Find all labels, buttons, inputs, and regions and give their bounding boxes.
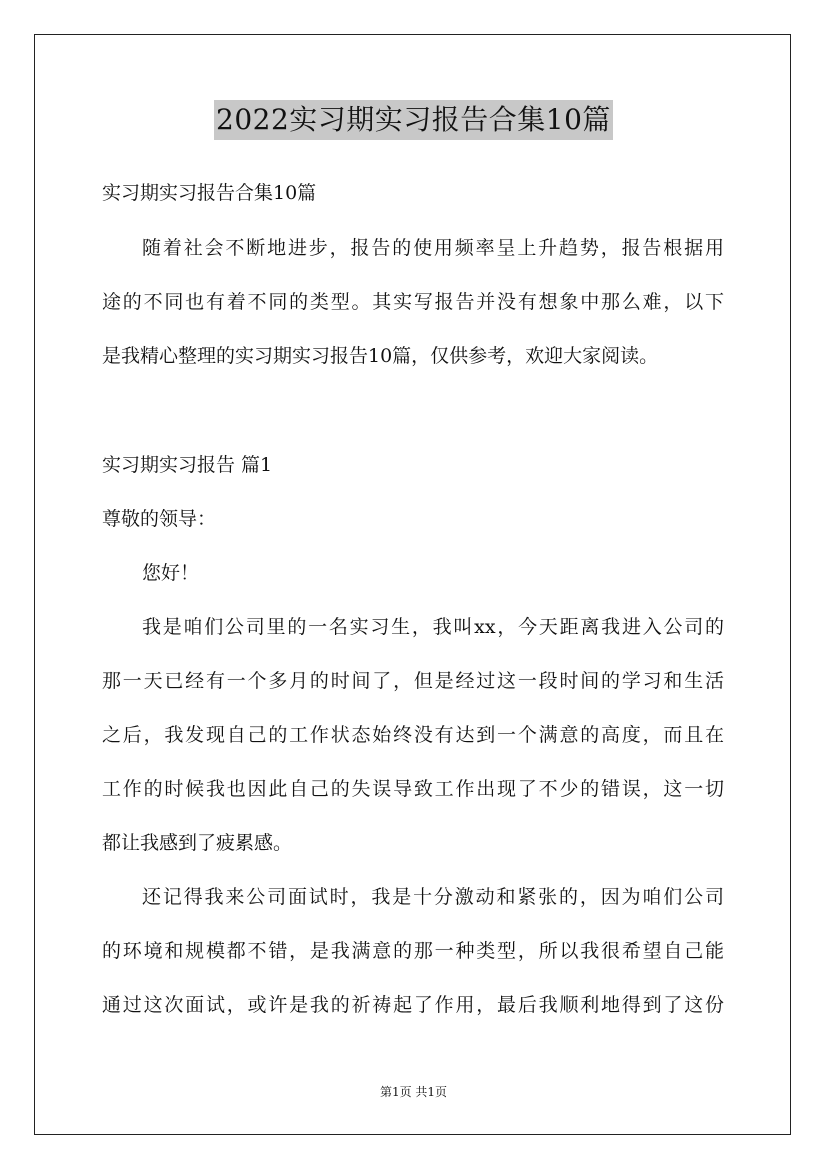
paragraph2-line-3: 通过这次面试，或许是我的祈祷起了作用，最后我顺利地得到了这份 [102,994,724,1016]
paragraph2-line-2: 的环境和规模都不错，是我满意的那一种类型，所以我很希望自己能 [102,940,724,962]
subtitle: 实习期实习报告合集10篇 [102,182,317,204]
intro-line-2: 途的不同也有着不同的类型。其实写报告并没有想象中那么难，以下 [102,291,724,313]
greeting: 您好！ [142,562,200,584]
title-container [0,100,827,140]
intro-line-1: 随着社会不断地进步，报告的使用频率呈上升趋势，报告根据用 [142,237,724,259]
paragraph1-line-5: 都让我感到了疲累感。 [102,832,293,854]
paragraph1-line-3: 之后，我发现自己的工作状态始终没有达到一个满意的高度，而且在 [102,724,724,746]
paragraph2-line-1: 还记得我来公司面试时，我是十分激动和紧张的，因为咱们公司 [142,886,724,908]
paragraph1-line-1: 我是咱们公司里的一名实习生，我叫xx，今天距离我进入公司的 [142,616,724,638]
intro-line-3: 是我精心整理的实习期实习报告10篇，仅供参考，欢迎大家阅读。 [102,345,659,367]
paragraph1-line-2: 那一天已经有一个多月的时间了，但是经过这一段时间的学习和生活 [102,670,724,692]
document-title: 2022实习期实习报告合集10篇 [214,100,613,140]
section-heading: 实习期实习报告 篇1 [102,454,273,476]
paragraph1-line-4: 工作的时候我也因此自己的失误导致工作出现了不少的错误，这一切 [102,778,724,800]
page-footer: 第1页 共1页 [379,1085,448,1099]
salutation: 尊敬的领导： [102,508,217,530]
